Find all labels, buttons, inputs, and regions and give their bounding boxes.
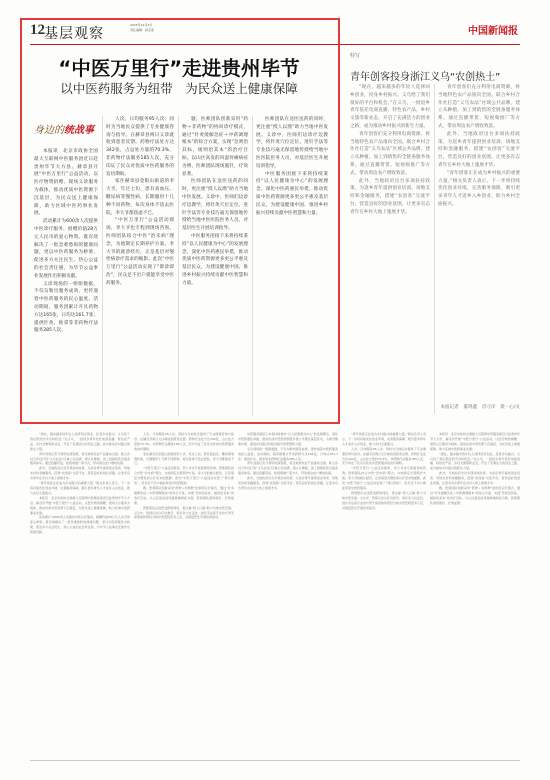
- article-paragraph: “现在，越来越多的年轻人选择回乡创业，投身乡村振兴。义乌给了我们很好的平台和机会。”在义乌，一批返乡青年依托电商直播、特色农产品、乡村文旅等新业态，开启了充满活力的创业之路，成为推动乡村振兴的新生力量。: [350, 85, 430, 129]
- article-paragraph: 青年创客们充分利用电商资源，将当地特色农产品推向全国。联合乡村合作社打造“义乌农品”区域公共品牌，建立从种植、加工到销售的全链条服务体系。通过直播带货、短视频推广等方式，带动周边农户增收致富。: [438, 85, 520, 129]
- page-header: [30, 20, 520, 44]
- issue-date: 2025年12月3日: [130, 23, 153, 27]
- right-column-2: [438, 84, 520, 402]
- column-divider: [252, 116, 253, 416]
- article-paragraph: 医师团队在送医送药的同时，更注重“授人以渔”助力当地中医发展。义诊中，医师们边诊疗边教学，将针灸穴位定位、进针手法等专业技巧毫无保留地传授给当地中医医院医务人员，对基层医生开展培训指导。: [256, 117, 328, 169]
- article-paragraph: 义诊现场的一组组数据，不仅勾勒出服务成效，更传递着中医药服务的民心温度。活动期间，服务团累计开具药物方达165张，日均达161.7张；提供针灸、推拿等非药物疗法服务285人次。: [34, 281, 98, 334]
- right-article-title: 青年创客投身浙江义乌“农创热土”: [350, 72, 501, 83]
- right-article-kicker: 特写: [350, 53, 361, 59]
- section-title: 基层观察: [44, 26, 104, 42]
- article-paragraph: 活动累计为600余人次提供中医诊疗服务，捐赠价值28万元人民币的爱心物资。既有效解决了一批急难愁盼的健康问题，更以中医药服务为桥梁，促进多方关注民生，热心公益的社会责任感，为毕节公益事业发展作出积极贡献。: [34, 219, 98, 279]
- article-column-2: [106, 116, 174, 416]
- article-paragraph: 本报讯 北京市政协全国最大互联网中医服务团近日赴贵州毕节大方县、赫章县开展“中医万里行”公益活动，以医疗物资捐赠、现场义诊服务为载体，推动优质中医资源下沉基层，为民众送上健康保障，助力区域中医药事业发展。: [34, 149, 98, 217]
- article-paragraph: 题，医师团队创新采用“药物＋非药物”的协同诊疗模式，通过“针灸缓解急症＋中药调理根本”的综合方案，实现“急则治其标，缓则治其本”的治疗目标。以山区高发的风湿骨痛病症为例，医师团队现场施针，疗效显著。: [182, 117, 248, 177]
- article-paragraph: 青年创客们充分利用电商资源，将当地特色农产品推向全国。联合乡村合作社打造“义乌农品”区域公共品牌，建立从种植、加工到销售的全链条服务体系。通过直播带货、短视频推广等方式，带动周边农户增收致富。: [350, 131, 430, 176]
- article-paragraph: 医师团队在送医送药的同时，更注重“授人以渔”助力当地中医发展。义诊中，医师们边诊疗边教学，将针灸穴位定位、进针手法等专业技巧毫无保留地传授给当地中医医院医务人员，对基层医生开展培训指导。: [182, 179, 248, 232]
- lower-column-1: “现在，越来越多的年轻人选择回乡创业，投身乡村振兴。义乌给了我们很好的平台和机会。”在义乌，一批返乡青年依托电商直播、特色农产品、乡村文旅等新业态，开启了充满活力的创业之路，成为推动乡村振兴的新生力量。 青年创客们充分利用电商资源，将当地特色农产品推向全国。联合乡村合作社打造“义乌农品”区域公共品牌，建立从种植、加工到销售的全链条服务体系。通过直播带货、短视频推广等方式，带动周边农户增收致富。 此外，当地政府出台多项扶持政策，为返乡青年提供创业培训、场地支持和金融服务，搭建“农创客”交流平台，营造良好的创业氛围，让更多有志青年在乡村大地上施展才华。 “青年创客正在成为乡村振兴的重要力量。”相关负责人表示，下一步将持续优化创业环境，完善服务保障，吸引更多青年人才返乡入乡创业，助力乡村全面振兴。 本报讯 北京市政协全国最大互联网中医服务团近日赴贵州毕节大方县、赫章县开展“中医万里行”公益活动，以医疗物资捐赠、现场义诊服务为载体，推动优质中医资源下沉基层，为民众送上健康保障，助力区域中医药事业发展。 活动累计为600余人次提供中医诊疗服务，捐赠价值28万元人民币的爱心物资。既有效解决了一批急难愁盼的健康问题，更以中医药服务为桥梁，促进多方关注民生，热心公益的社会责任感，为毕节公益事业发展作出积极贡献。: [30, 432, 130, 535]
- article-paragraph: “青年创客正在成为乡村振兴的重要力量。”相关负责人表示，下一步将持续优化创业环境，完善服务保障，吸引更多青年人才返乡入乡创业，助力乡村全面振兴。: [438, 170, 520, 207]
- issue-editor: 责任编辑：杨京燕: [130, 28, 155, 32]
- header-rule: [30, 44, 520, 45]
- lower-column-4: “青年创客正在成为乡村振兴的重要力量。”相关负责人表示，下一步将持续优化创业环境，完善服务保障，吸引更多青年人才返乡入乡创业，助力乡村全面振兴。 人次。日均服务95人次；同时为当地民众提供了专业健康咨询与指导。在赫章县两日义诊就收到患者反馈。药物疗法处方达342张，占总处方量的70.3%，非药物疗法服务185人次，充分印证了民众对优质中医药服务的迫切期盼。 “中医万里行”公益活动现场，李大爷也专程到现场咨询。医师团队结合中医“治未病”理念，为他制定长期养护方案。李大爷的就诊经历，正是基层对慢性病诊疗需求的缩影。此次“中医万里行”公益活动实现了“即诊即治”，民众足不出户就能享受中医药服务。 医师团队在送医送药的同时，更注重“授人以渔”助力当地中医发展。义诊中，医师们边诊疗边教学，将针灸穴位定位、进针手法等专业技巧毫无保留地传授给当地中医医院医务人员，对基层医生开展培训指导。: [342, 432, 426, 510]
- article-column-3: [182, 116, 248, 416]
- column-tag: [34, 118, 102, 140]
- column-tag-part2: 统战事: [64, 125, 94, 136]
- lower-column-3: 中医服务团接下来将持续秉持“以人民健康为中心”的发展理念，深化中医药惠民举措，推动优质中医药资源更多更公平惠及基层民众，为建设健康中国、推进乡村振兴持续贡献中医智慧和力量。 义诊现场的一组组数据，不仅勾勒出服务成效，更传递着中医药服务的民心温度。活动期间，服务团累计开具药物方达165张，日均达161.7张；提供针灸、推拿等非药物疗法服务285人次。 青年创客们充分利用电商资源，将当地特色农产品推向全国。联合乡村合作社打造“义乌农品”区域公共品牌，建立从种植、加工到销售的全链条服务体系。通过直播带货、短视频推广等方式，带动周边农户增收致富。 此外，当地政府出台多项扶持政策，为返乡青年提供创业培训、场地支持和金融服务，搭建“农创客”交流平台，营造良好的创业氛围，让更多有志青年在乡村大地上施展才华。: [238, 432, 338, 490]
- brand-logo: [468, 22, 518, 38]
- article-paragraph: 此外，当地政府出台多项扶持政策，为返乡青年提供创业培训、场地支持和金融服务，搭建“农创客”交流平台，营造良好的创业氛围，让更多有志青年在乡村大地上施展才华。: [350, 178, 430, 215]
- column-tag-part1: 身边的: [34, 125, 64, 136]
- page-number: 12: [30, 22, 45, 38]
- article-paragraph: 中医服务团接下来将持续秉持“以人民健康为中心”的发展理念，深化中医药惠民举措，推动优质中医药资源更多更公平惠及基层民众，为建设健康中国、推进乡村振兴持续贡献中医智慧和力量。: [256, 171, 328, 216]
- article-paragraph: 家住赫章县金银山街道的李大爷，年过七旬，患有高血压、糖尿病等慢性病，长期服用十几种不同药物，每次身体不适去医院，李大爷都焦虑不已。: [106, 179, 174, 216]
- column-divider: [434, 84, 435, 414]
- column-divider: [178, 116, 179, 416]
- lower-column-5: 本报讯 北京市政协全国最大互联网中医服务团近日赴贵州毕节大方县、赫章县开展“中医万里行”公益活动，以医疗物资捐赠、现场义诊服务为载体，推动优质中医资源下沉基层，为民众送上健康保障，助力区域中医药事业发展。 “现在，越来越多的年轻人选择回乡创业，投身乡村振兴。义乌给了我们很好的平台和机会。”在义乌，一批返乡青年依托电商直播、特色农产品、乡村文旅等新业态，开启了充满活力的创业之路，成为推动乡村振兴的新生力量。 此外，当地政府出台多项扶持政策，为返乡青年提供创业培训、场地支持和金融服务，搭建“农创客”交流平台，营造良好的创业氛围，让更多有志青年在乡村大地上施展才华。 题，医师团队创新采用“药物＋非药物”的协同诊疗模式，通过“针灸缓解急症＋中药调理根本”的综合方案，实现“急则治其标，缓则治其本”的治疗目标。以山区高发的风湿骨痛病症为例，医师团队现场施针，疗效显著。: [430, 432, 520, 505]
- right-article-byline: 本报记者 董玥鑫 肖守洋 裴一心/文: [440, 405, 520, 410]
- issue-meta: [130, 23, 154, 33]
- brand-name: 中国新闻: [468, 26, 508, 37]
- right-column-1: [350, 84, 430, 414]
- article-subtitle: 以中医药服务为纽带 为民众送上健康保障: [60, 81, 298, 96]
- footer-rule: [30, 760, 520, 761]
- article-title: “中医万里行”走进贵州毕节: [58, 57, 300, 80]
- article-column-1: [34, 148, 98, 416]
- article-paragraph: 人次。日均服务95人次；同时为当地民众提供了专业健康咨询与指导。在赫章县两日义诊就收到患者反馈。药物疗法处方达342张，占总处方量的70.3%，非药物疗法服务185人次，充分印证了民众对优质中医药服务的迫切期盼。: [106, 117, 174, 177]
- article-paragraph: 此外，当地政府出台多项扶持政策，为返乡青年提供创业培训、场地支持和金融服务，搭建“农创客”交流平台，营造良好的创业氛围，让更多有志青年在乡村大地上施展才华。: [438, 131, 520, 168]
- brand-sub: 报: [508, 26, 518, 37]
- article-paragraph: “中医万里行”公益活动现场，李大爷也专程到现场咨询。医师团队结合中医“治未病”理念，为他制定长期养护方案。李大爷的就诊经历，正是基层对慢性病诊疗需求的缩影。此次“中医万里行”公益活动实现了“即诊即治”，民众足不出户就能享受中医药服务。: [106, 218, 174, 286]
- article-column-4: [256, 116, 328, 416]
- lower-column-2: 人次。日均服务95人次；同时为当地民众提供了专业健康咨询与指导。在赫章县两日义诊就收到患者反馈。药物疗法处方达342张，占总处方量的70.3%，非药物疗法服务185人次，充分印证了民众对优质中医药服务的迫切期盼。 家住赫章县金银山街道的李大爷，年过七旬，患有高血压、糖尿病等慢性病，长期服用十几种不同药物，每次身体不适去医院，李大爷都焦虑不已。 “中医万里行”公益活动现场，李大爷也专程到现场咨询。医师团队结合中医“治未病”理念，为他制定长期养护方案。李大爷的就诊经历，正是基层对慢性病诊疗需求的缩影。此次“中医万里行”公益活动实现了“即诊即治”，民众足不出户就能享受中医药服务。 题，医师团队创新采用“药物＋非药物”的协同诊疗模式，通过“针灸缓解急症＋中药调理根本”的综合方案，实现“急则治其标，缓则治其本”的治疗目标。以山区高发的风湿骨痛病症为例，医师团队现场施针，疗效显著。 医师团队在送医送药的同时，更注重“授人以渔”助力当地中医发展。义诊中，医师们边诊疗边教学，将针灸穴位定位、进针手法等专业技巧毫无保留地传授给当地中医医院医务人员，对基层医生开展培训指导。: [134, 432, 234, 520]
- column-divider: [102, 116, 103, 416]
- article-paragraph: 中医服务团接下来将持续秉持“以人民健康为中心”的发展理念，深化中医药惠民举措，推动优质中医药资源更多更公平惠及基层民众，为建设健康中国、推进乡村振兴持续贡献中医智慧和力量。: [182, 233, 248, 286]
